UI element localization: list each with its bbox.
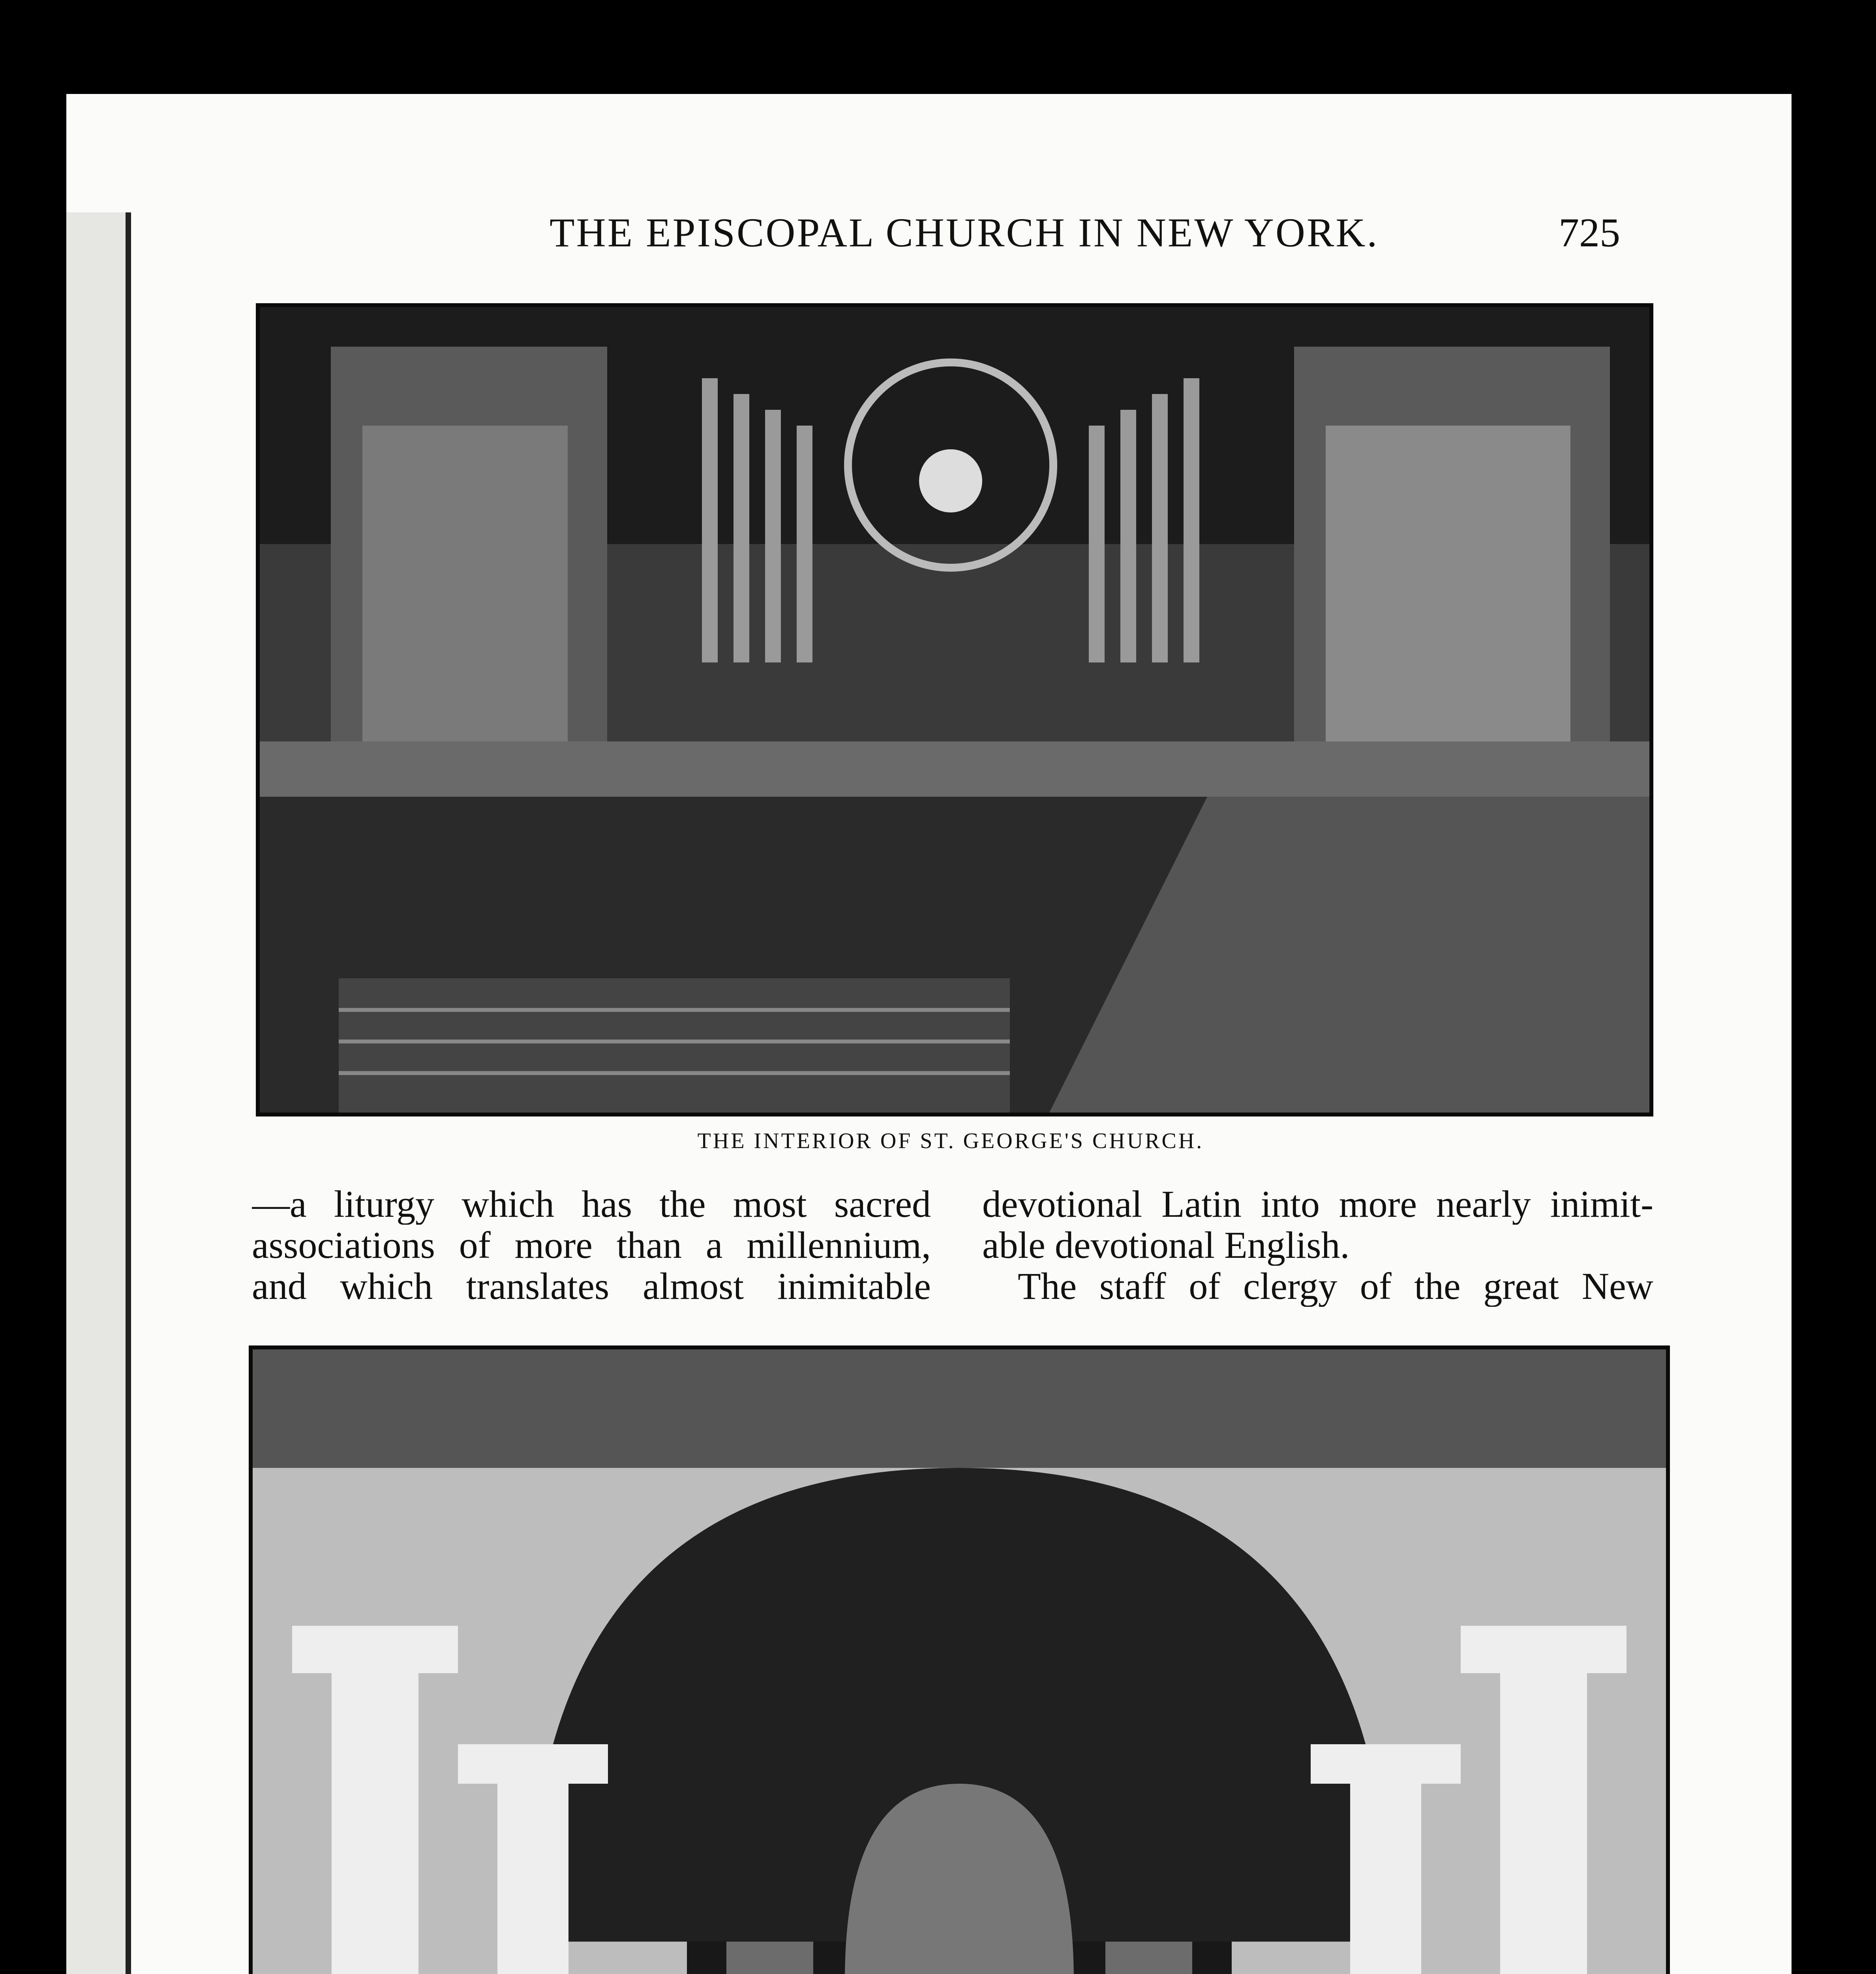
page-number: 725 — [1559, 210, 1620, 255]
body-line: associations of more than a millennium, — [252, 1225, 931, 1266]
st-georges-caption: THE INTERIOR OF ST. GEORGE'S CHURCH. — [697, 1129, 1204, 1153]
facing-page-edge — [66, 212, 131, 1974]
body-line: —a liturgy which has the most sacred — [252, 1184, 931, 1225]
body-line: devotional Latin into more nearly inimit- — [982, 1184, 1653, 1225]
magazine-page — [66, 94, 1792, 1974]
st-georges-church-photo — [256, 303, 1653, 1116]
body-line: and which translates almost inimitable — [252, 1266, 931, 1307]
body-text-right-column — [982, 1184, 1653, 1307]
nave-altar-illustration — [253, 1349, 1666, 1974]
body-line: The staff of clergy of the great New — [1018, 1266, 1653, 1307]
st-pauls-church-photo — [249, 1345, 1670, 1974]
organ-gallery-illustration — [260, 307, 1649, 1113]
body-text-left-column — [252, 1184, 931, 1307]
running-head-title: THE EPISCOPAL CHURCH IN NEW YORK. — [550, 210, 1379, 255]
body-line: able devotional English. — [982, 1225, 1350, 1266]
